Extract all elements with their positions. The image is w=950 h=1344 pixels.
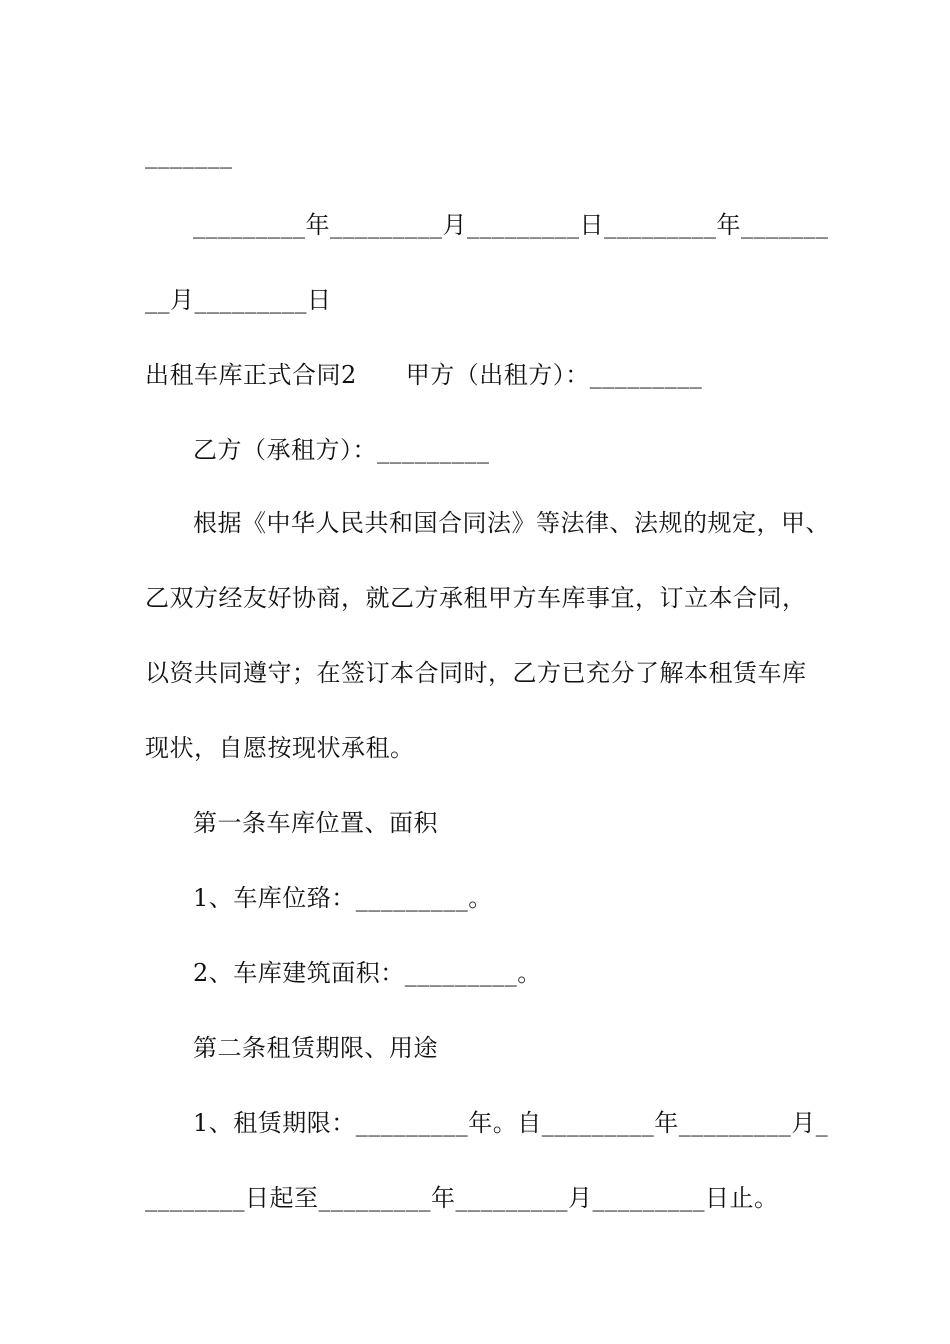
doc-line-preamble-3: 以资共同遵守；在签订本合同时，乙方已充分了解本租赁车库: [145, 659, 807, 687]
doc-line-party-b: 乙方（承租方）：_________: [193, 436, 490, 464]
doc-line-lease-term: 1、租赁期限：_________年。自_________年_________月_: [193, 1109, 829, 1137]
doc-line-date-end: __月_________日: [145, 286, 332, 314]
doc-line-preamble-4: 现状，自愿按现状承租。: [145, 734, 415, 762]
doc-line-preamble-1: 根据《中华人民共和国合同法》等法律、法规的规定，甲、: [193, 509, 830, 537]
doc-line-date-range: _________年_________月_________日_________年_______: [193, 211, 829, 239]
doc-line-garage-area: 2、车库建筑面积：_________。: [193, 959, 542, 987]
doc-line-lease-dates: ________日起至_________年_________月_________日止。: [145, 1184, 779, 1212]
doc-line-underline: _______: [145, 141, 233, 169]
doc-line-article-1-heading: 第一条车库位置、面积: [193, 809, 438, 837]
doc-line-article-2-heading: 第二条租赁期限、用途: [193, 1034, 438, 1062]
doc-line-garage-location: 1、车库位臵：_________。: [193, 884, 493, 912]
doc-line-preamble-2: 乙双方经友好协商，就乙方承租甲方车库事宜，订立本合同，: [145, 584, 807, 612]
doc-line-title-party-a: 出租车库正式合同2 甲方（出租方）：_________: [145, 361, 703, 389]
